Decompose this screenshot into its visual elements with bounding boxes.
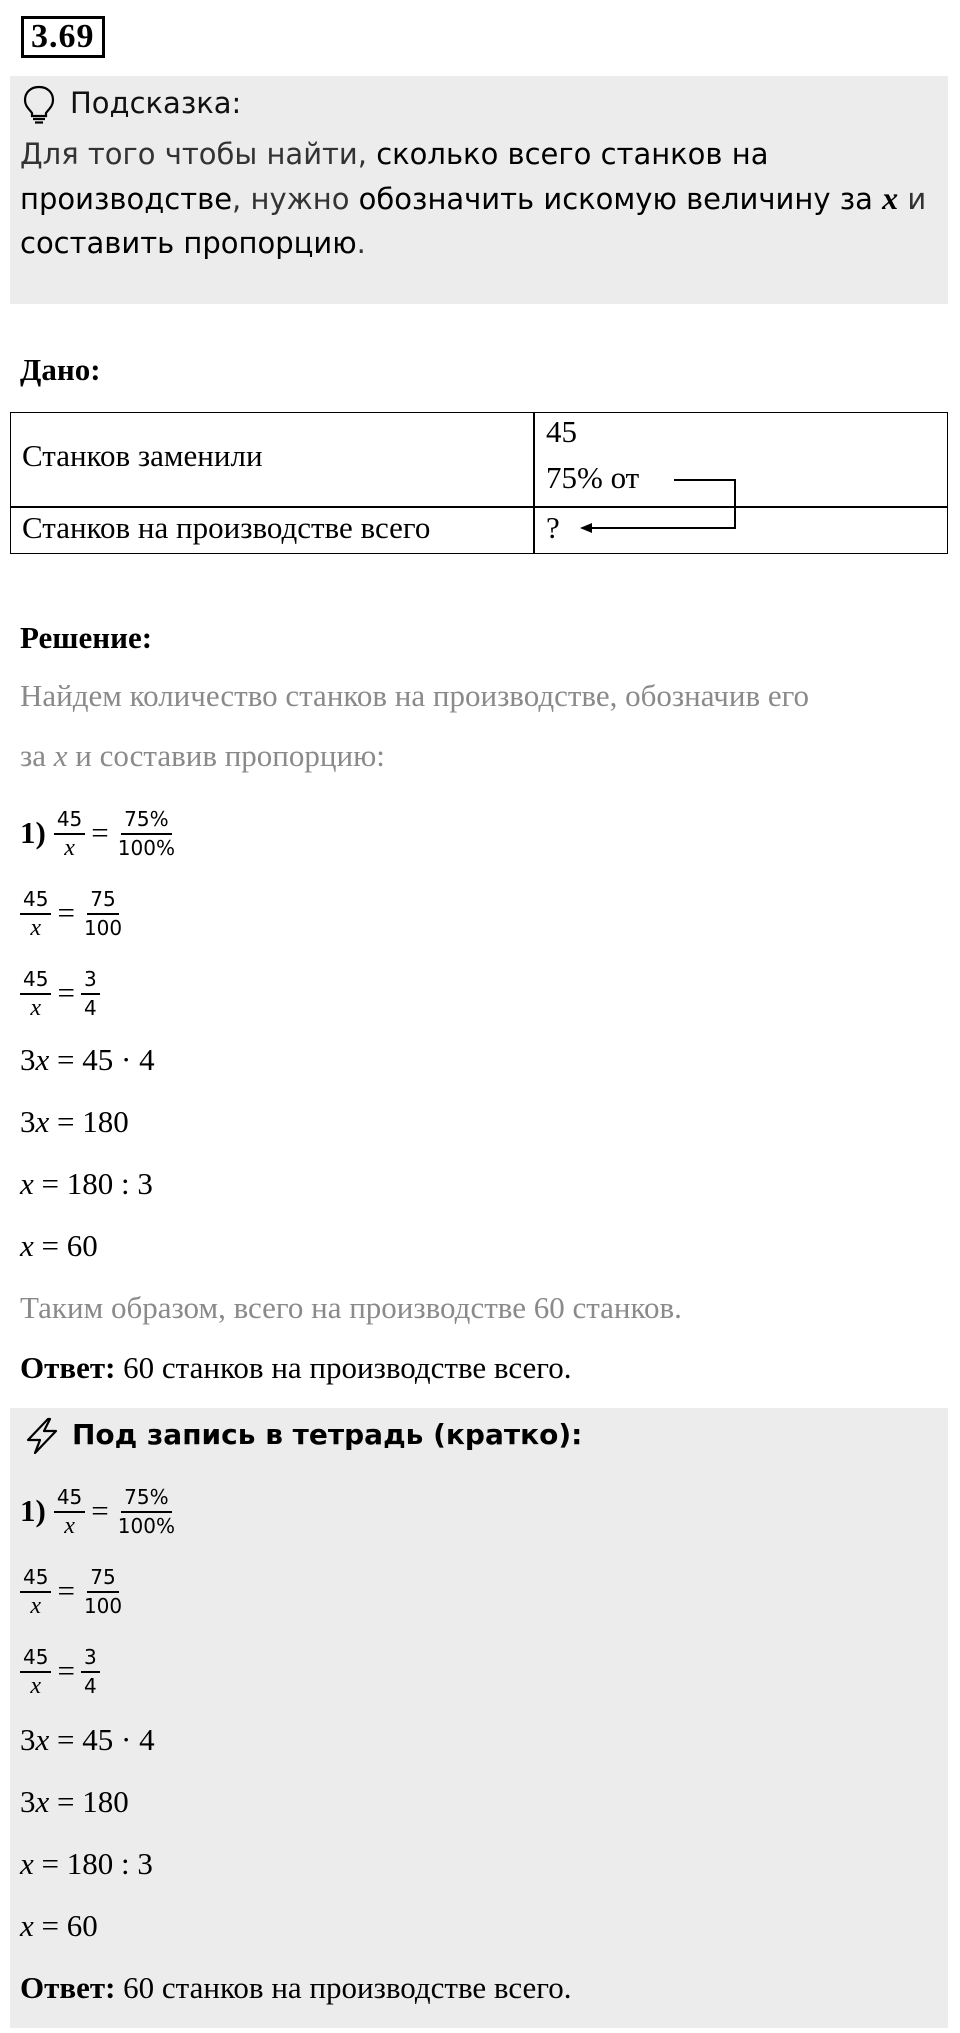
equation-2: $\frac{45}{x}$ = $\frac{75}{100}$: [20, 880, 125, 946]
arrow-icon: [570, 470, 750, 540]
given-row-2-value: ?: [546, 510, 560, 545]
given-label: Дано:: [20, 352, 101, 387]
equation-6: x = 180 : 3: [20, 1166, 153, 1201]
answer: Ответ: 60 станков на производстве всего.: [20, 1350, 572, 1385]
solution-intro-1: Найдем количество станков на производстве, обозначив его: [20, 678, 810, 713]
given-row-1-percent: 75% от: [546, 460, 640, 495]
lightning-icon: [22, 1416, 62, 1456]
given-row-1-name: Станков заменили: [22, 438, 263, 473]
given-row-1-value: 45: [546, 414, 577, 449]
note-title: Под запись в тетрадь (кратко):: [72, 1418, 583, 1451]
solution-intro-2: за x и составив пропорцию:: [20, 738, 385, 773]
note-equation-2: $\frac{45}{x}$ = $\frac{75}{100}$: [20, 1558, 125, 1624]
equation-1: 1) $\frac{45}{x}$ = $\frac{75\%}{100\%}$: [20, 807, 175, 861]
hint-text: Для того чтобы найти, сколько всего станков на производстве, нужно обозначить искомую величину за x и составить пропорцию.: [20, 137, 927, 260]
given-row-2-name: Станков на производстве всего: [22, 510, 431, 545]
note-equation-1: 1) $\frac{45}{x}$ = $\frac{75\%}{100\%}$: [20, 1485, 175, 1539]
equation-5: 3x = 180: [20, 1104, 129, 1139]
conclusion: Таким образом, всего на производстве 60 станков.: [20, 1290, 682, 1325]
note-equation-3: $\frac{45}{x}$ = $\frac{3}{4}$: [20, 1638, 100, 1704]
note-equation-7: x = 60: [20, 1908, 98, 1943]
equation-4: 3x = 45 · 4: [20, 1042, 155, 1077]
solution-label: Решение:: [20, 620, 153, 655]
task-number: 3.69: [21, 16, 105, 58]
note-equation-5: 3x = 180: [20, 1784, 129, 1819]
note-equation-6: x = 180 : 3: [20, 1846, 153, 1881]
note-equation-4: 3x = 45 · 4: [20, 1722, 155, 1757]
equation-3: $\frac{45}{x}$ = $\frac{3}{4}$: [20, 960, 100, 1026]
hint-title: Подсказка:: [70, 86, 242, 120]
lightbulb-icon: [22, 84, 56, 124]
note-answer: Ответ: 60 станков на производстве всего.: [20, 1970, 572, 2005]
equation-7: x = 60: [20, 1228, 98, 1263]
